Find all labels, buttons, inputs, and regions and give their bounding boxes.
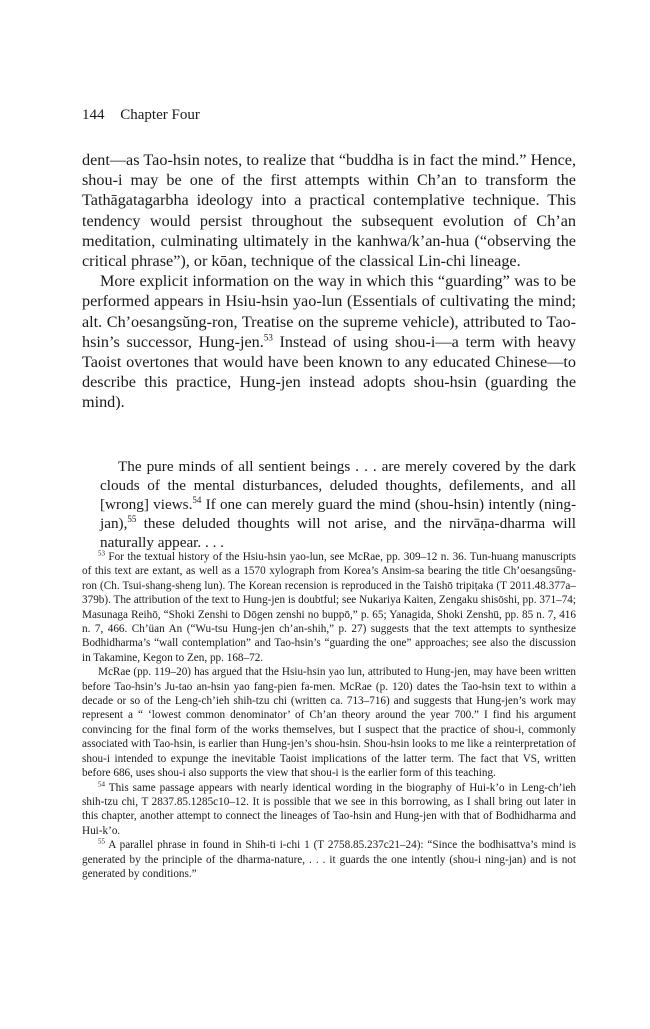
footnote-ref-53: 53	[263, 332, 273, 343]
paragraph-1: dent—as Tao-hsin notes, to realize that “buddha is in fact the mind.” Hence, shou-i may be one of the first attempts within Ch’an to transform the Tathāgatagarbha ideology into a practical contemplative technique. This tendency would persist throughout the subsequent evolution of Ch’an meditation, culminating ultimately in the kanhwa/k’an-hua (“observing the critical phrase”), or kōan, technique of the classical Lin-chi lineage.	[82, 151, 576, 271]
quote-paragraph	[100, 457, 576, 552]
footnotes	[82, 550, 576, 881]
paragraph-2-part-b: Instead of using shou-i—a term with heavy Taoist overtones that would have been known to any educated Chinese—to describe this practice, Hung-jen instead adopts shou-hsin (guarding the mind).	[82, 332, 576, 412]
running-header	[82, 106, 200, 124]
footnote-ref-55: 55	[127, 513, 137, 524]
quote-part-c: these deluded thoughts will not arise, and the nirvāṇa-dharma will naturally appear. . . .	[100, 515, 576, 551]
paragraph-2-part-a: More explicit information on the way in which this “guarding” was to be performed appears in Hsiu-hsin yao-lun (Essentials of cultivating the mind; alt. Ch’oesangsŭng-ron, Treatise on the supreme vehicle), attributed to Tao-hsin’s successor, Hung-jen.	[82, 272, 576, 351]
footnote-54	[82, 781, 576, 839]
footnote-53-text: For the textual history of the Hsiu-hsin yao-lun, see McRae, pp. 309–12 n. 36. Tun-huang manuscripts of this text are extant, as well as a 1570 xylograph from Korea’s Ansim-sa bearing the title Ch’oesangsŭng-ron (Ch. Tsui-shang-sheng lun). The Korean recension is reproduced in the Taishō tripiṭaka (T 2011.48.377a–379b). The attribution of the text to Hung-jen is doubtful; see Nukariya Kaiten, Zengaku shisōshi, pp. 371–74; Masunaga Reihō, “Shoki Zenshi to Dōgen zenshi no buppō,” p. 65; Yanagida, Shoki Zenshū, pp. 85 n. 7, 416 n. 7, 466. Ch’üan An (“Wu-tsu Hung-jen ch’an-shih,” p. 27) suggests that the text attempts to synthesize Bodhidharma’s “wall contemplation” and Tao-hsin’s “guarding the one” approaches; see also the discussion in Takamine, Kegon to Zen, pp. 168–72.	[82, 551, 576, 664]
page-number: 144	[82, 107, 105, 123]
footnote-mark-55: 55	[98, 837, 105, 846]
quote-part-a: The pure minds of all sentient beings . . . are merely covered by the dark clouds of the mental disturbances, deluded thoughts, defilements, and all [wrong] views.	[100, 458, 576, 513]
footnote-ref-54: 54	[192, 494, 202, 505]
footnote-mark-54: 54	[98, 779, 105, 788]
footnote-53	[82, 550, 576, 665]
main-text	[82, 150, 576, 413]
running-title: Chapter Four	[120, 107, 200, 123]
block-quote	[100, 457, 576, 552]
footnote-54-text: This same passage appears with nearly identical wording in the biography of Hui-k’o in Leng-ch’ieh shih-tzu chi, T 2837.85.1285c10–12. It is possible that we see in this borrowing, as I shall bring out later in this chapter, another attempt to connect the lineages of Tao-hsin and Hung-jen with that of Bodhidharma and Hui-k’o.	[82, 781, 576, 837]
footnote-55	[82, 838, 576, 881]
footnote-53-continued: McRae (pp. 119–20) has argued that the Hsiu-hsin yao lun, attributed to Hung-jen, may have been written before Tao-hsin’s Ju-tao an-hsin yao fang-pien fa-men. McRae (p. 120) dates the Tao-hsin text to within a decade or so of the Leng-ch’ieh shih-tzu chi (written ca. 713–716) and suggests that Hung-jen’s work may represent a “ ‘lowest common denominator’ of Ch’an theory around the year 700.” I find his argument convincing for the final form of the works themselves, but I suspect that the practice of shou-i, commonly associated with Tao-hsin, is earlier than Hung-jen’s shou-hsin. Shou-hsin looks to me like a reinterpretation of shou-i intended to expunge the inevitable Taoist implications of the latter term. The fact that VS, written before 686, uses shou-i also supports the view that shou-i is the earlier form of this teaching.	[82, 666, 576, 780]
footnote-55-text: A parallel phrase in found in Shih-ti i-chi 1 (T 2758.85.237c21–24): “Since the bodhisattva’s mind is generated by the principle of the dharma-nature, . . . it guards the one intently (shou-i ning-jan) and is not generated by conditions.”	[82, 839, 576, 880]
quote-part-b: If one can merely guard the mind (shou-hsin) intently (ning-jan),	[100, 496, 577, 532]
footnote-mark-53: 53	[98, 549, 105, 558]
paragraph-2	[82, 271, 576, 412]
